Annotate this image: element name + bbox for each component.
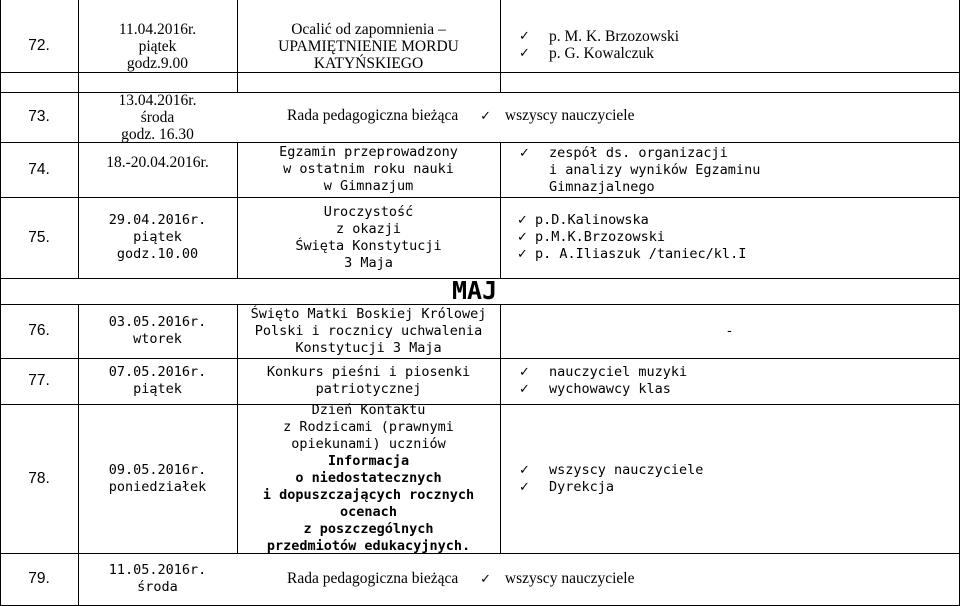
weekday-line: piątek [133,229,182,245]
event-text: Rada pedagogiczna bieżąca [287,107,459,124]
list-item [517,246,746,263]
event-line-bold: o niedostatecznych [295,470,442,486]
merged-row-text [287,570,634,588]
responsible-name: zespół ds. organizacji [549,145,728,161]
check-icon: ✓ [519,46,530,61]
responsible-name: p.D.Kalinowska [535,212,649,228]
event-line: Konkurs pieśni i piosenki [266,364,471,380]
check-icon: ✓ [517,247,528,262]
date-cell [78,197,237,278]
grid-line [500,0,501,92]
weekday-line: piątek [133,381,182,397]
row-number [0,553,78,605]
event-line: Egzamin przeprowadzony [279,144,458,160]
date-line: 18.-20.04.2016r. [106,153,209,171]
event-cell [237,404,500,553]
row-number-text: 79. [28,570,50,587]
check-icon: ✓ [480,572,492,587]
row-number-text: 75. [28,228,50,246]
event-line-bold: przedmiotów edukacyjnych. [266,538,471,554]
weekday-line: środa [140,108,175,126]
responsible-cell [500,304,959,358]
event-line: KATYŃSKIEGO [313,54,424,72]
check-icon: ✓ [519,382,530,397]
date-line: 03.05.2016r. [108,314,207,330]
event-line: Ocalić od zapomnienia – [291,20,446,38]
event-text: Rada pedagogiczna bieżąca [287,570,459,587]
date-cell [78,553,237,605]
event-line: z Rodzicami (prawnymi [283,419,454,435]
event-line-bold: i dopuszczających rocznych [262,487,475,503]
responsible-name: Dyrekcja [549,479,615,495]
list-item [519,45,679,62]
time-line: godz.9.00 [126,54,189,72]
event-line-bold: Informacja [327,453,410,469]
check-icon: ✓ [519,365,530,380]
list-item [519,28,679,45]
check-icon: ✓ [517,230,528,245]
check-icon: ✓ [519,463,530,478]
date-line: 11.04.2016r. [118,20,197,38]
row-number [0,404,78,553]
event-line: Dzień Kontaktu [311,402,426,418]
event-line: 3 Maja [344,254,393,271]
date-cell [78,404,237,553]
event-line: Uroczystość [323,203,414,220]
responsible-name: wszyscy nauczyciele [504,570,635,587]
event-line: Polski i rocznicy uchwalenia [254,322,483,339]
list-item [517,229,746,246]
check-icon: ✓ [519,146,530,161]
event-line: patriotycznej [315,381,422,397]
list-item [519,462,703,479]
check-icon: ✓ [519,29,530,44]
weekday-line: piątek [138,37,177,55]
row-number-text: 72. [28,37,50,54]
row-number [0,358,78,404]
row-number-text: 74. [28,160,50,178]
row-number-text: 76. [28,322,50,339]
event-cell [237,142,500,197]
responsible-list [519,462,703,496]
event-line-bold: ocenach [340,504,397,520]
row-number-text: 73. [28,108,50,125]
responsible-name: i analizy wyników Egzaminu [549,162,761,178]
list-item [519,479,703,496]
date-cell [78,142,237,182]
date-cell [78,92,237,142]
row-number [0,304,78,358]
date-line: 13.04.2016r. [118,91,197,109]
row-number [0,142,78,197]
event-line-bold: z poszczególnych [303,521,434,537]
check-icon: ✓ [519,480,530,495]
responsible-name: p.M.K.Brzozowski [535,229,666,245]
event-cell [237,197,500,278]
event-line: z okazji [335,220,402,237]
responsible-name: wszyscy nauczyciele [549,462,704,478]
date-line: 11.05.2016r. [108,562,207,578]
merged-row-text [287,107,634,125]
check-icon: ✓ [517,213,528,228]
responsible-list [519,145,760,196]
responsible-name: wszyscy nauczyciele [504,107,635,124]
responsible-name: nauczyciel muzyki [549,364,688,380]
date-line: 09.05.2016r. [108,461,207,478]
responsible-name: p. M. K. Brzozowski [549,28,680,45]
date-cell [78,304,237,358]
list-item [519,162,760,179]
responsible-name: p. G. Kowalczuk [549,45,655,62]
responsible-name: wychowawcy klas [549,381,671,397]
event-line: Święto Matki Boskiej Królowej [250,305,487,322]
weekday-line: wtorek [133,331,182,347]
weekday-line: poniedziałek [108,478,207,495]
event-cell [237,304,500,358]
responsible-list [517,212,746,263]
event-line: UPAMIĘTNIENIE MORDU [278,37,459,55]
month-header: MAJ [452,276,498,305]
time-line: godz. 16.30 [121,125,194,143]
list-item [519,381,687,398]
grid-line [500,142,501,278]
row-number [0,197,78,278]
event-line: w ostatnim roku nauki [283,161,454,177]
responsible-list [519,28,679,62]
responsible-name: Gimnazjalnego [549,179,655,195]
list-item [519,145,760,162]
date-cell [78,0,237,92]
event-line: Konstytucji 3 Maja [295,339,442,356]
event-line: w Gimnazjum [323,178,414,194]
responsible-list [519,364,687,398]
event-line: opiekunami) uczniów [291,436,446,452]
event-cell [237,0,500,92]
weekday-line: środa [137,579,178,595]
event-line: Święta Konstytucji [295,237,442,254]
list-item [517,212,746,229]
responsible-empty: - [725,322,734,339]
time-line: godz.10.00 [116,246,199,262]
check-icon: ✓ [480,109,492,124]
event-cell [237,358,500,404]
row-number-text: 77. [28,372,50,389]
date-cell [78,358,237,404]
list-item [519,364,687,381]
row-number [0,0,78,92]
list-item [519,179,760,196]
row-number [0,92,78,142]
date-line: 07.05.2016r. [108,364,207,380]
responsible-name: p. A.Iliaszuk /taniec/kl.I [535,246,747,262]
row-number-text: 78. [28,469,50,487]
date-line: 29.04.2016r. [108,212,207,228]
